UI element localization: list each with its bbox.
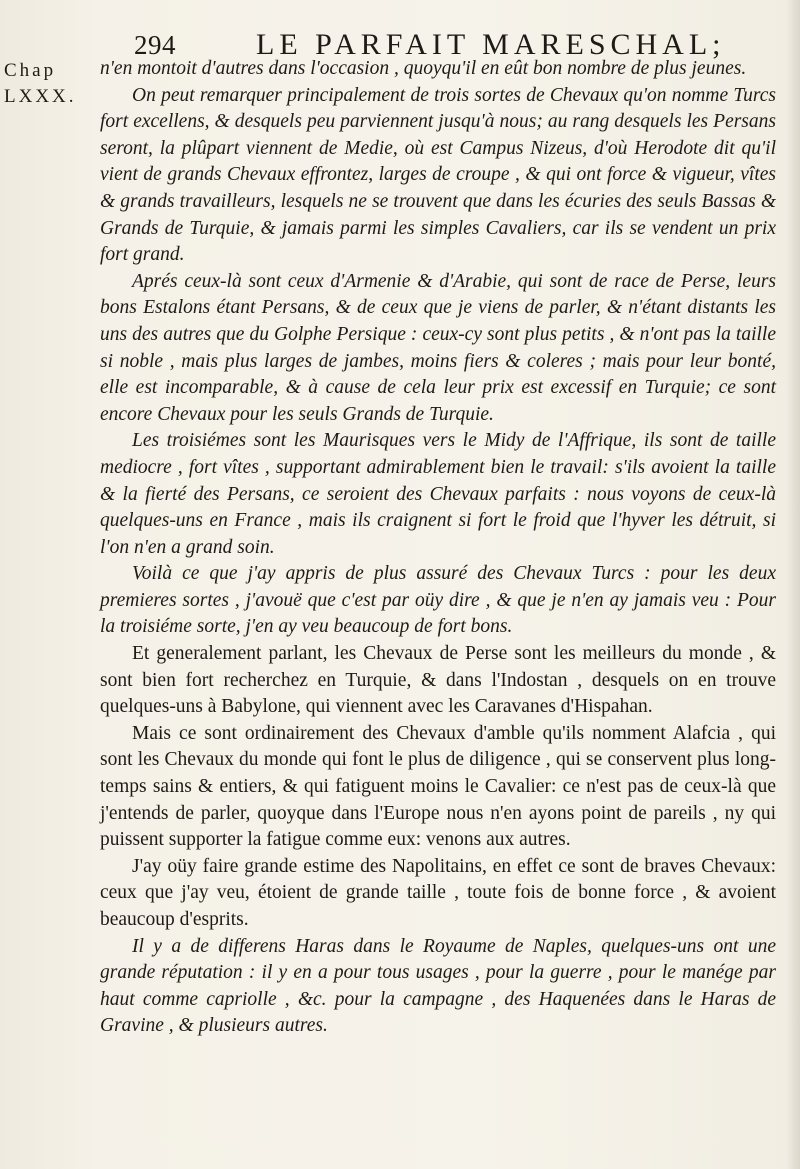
- running-title: LE PARFAIT MARESCHAL;: [256, 28, 726, 61]
- paragraph: J'ay oüy faire grande estime des Napolitains, en effet ce sont de braves Chevaux: ceux que j'ay veu, étoient de grande taille , toute fois de bonne force , & avoient beaucoup d'esprits.: [100, 855, 776, 930]
- paragraph: Mais ce sont ordinairement des Chevaux d'amble qu'ils nomment Alafcia , qui sont les Chevaux du monde qui font le plus de diligence , qui se conservent plus long-temps sains & entiers, & qui fatiguent moins le Cavalier: ce n'est pas de ceux-là que j'entends de parler, quoyque dans l'Europe nous n'en ayons point de pareils , ny qui puissent supporter la fatigue comme eux: venons aux autres.: [100, 722, 776, 851]
- paragraph: Aprés ceux-là sont ceux d'Armenie & d'Arabie, qui sont de race de Perse, leurs bons Estalons étant Persans, & de ceux que je viens de parler, & n'étant distants les uns des autres que du Golphe Persique : ceux-cy sont plus petits , & n'ont pas la taille si noble , mais plus larges de jambes, moins fiers & coleres ; mais pour leur bonté, elle est incomparable, & à cause de cela leur prix est excessif en Turquie; ce sont encore Chevaux pour les seuls Grands de Turquie.: [100, 270, 776, 425]
- chapter-label: Chap: [4, 60, 57, 81]
- chapter-margin-note: [4, 58, 94, 110]
- paragraph: n'en montoit d'autres dans l'occasion , quoyqu'il en eût bon nombre de plus jeunes.: [100, 58, 747, 79]
- chapter-number: LXXX.: [4, 86, 77, 107]
- paragraph: Voilà ce que j'ay appris de plus assuré des Chevaux Turcs : pour les deux premieres sortes , j'avouë que c'est par oüy dire , & que je n'en ay jamais veu : Pour la troisiéme sorte, j'en ay veu beaucoup de fort bons.: [100, 563, 776, 638]
- page-edge-shadow: [786, 0, 800, 1169]
- paragraph: Les troisiémes sont les Maurisques vers le Midy de l'Affrique, ils sont de taille mediocre , fort vîtes , supportant admirablement bien le travail: s'ils avoient la taille & la fierté des Persans, ce seroient des Chevaux parfaits : nous voyons de ceux-là quelques-uns en France , mais ils craignent si fort le froid que l'hyver les détruit, si l'on n'en a grand soin.: [100, 430, 776, 558]
- page-number: 294: [134, 30, 176, 60]
- paragraph: Il y a de differens Haras dans le Royaume de Naples, quelques-uns ont une grande réputation : il y en a pour tous usages , pour la guerre , pour le manége par haut comme capriolle , &c. pour la campagne , des Haquenées dans le Haras de Gravine , & plusieurs autres.: [100, 935, 776, 1037]
- paragraph: Et generalement parlant, les Chevaux de Perse sont les meilleurs du monde , & sont bien fort recherchez en Turquie, & dans l'Indostan , desquels on en trouve quelques-uns à Babylone, qui viennent avec les Caravanes d'Hispahan.: [100, 643, 776, 718]
- body-text: [100, 56, 776, 1040]
- paragraph: On peut remarquer principalement de trois sortes de Chevaux qu'on nomme Turcs fort excellens, & desquels peu parviennent jusqu'à nous; au rang desquels les Persans seront, la plûpart viennent de Medie, où est Campus Nizeus, d'où Herodote dit qu'il vient de grands Chevaux effrontez, larges de croupe , & qui ont force & vigueur, vîtes & grands travailleurs, lesquels ne se trouvent que dans les écuries des seuls Bassas & Grands de Turquie, & jamais parmi les simples Cavaliers, car ils se vendent un prix fort grand.: [100, 84, 776, 266]
